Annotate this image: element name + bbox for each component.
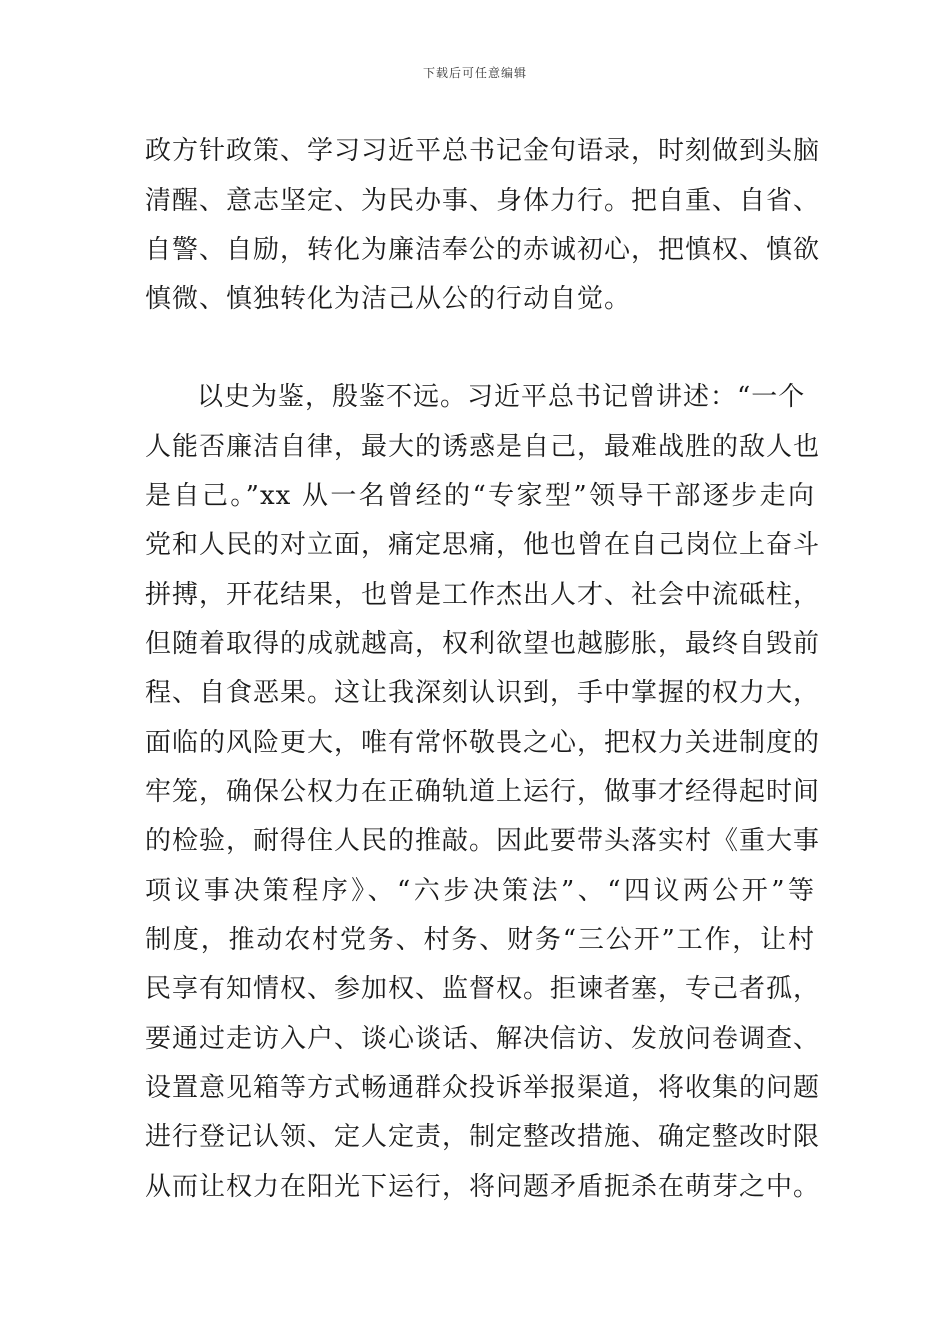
text-line: 程、自食恶果。这让我深刻认识到，手中掌握的权力大， [145,678,821,708]
text-line: 从而让权力在阳光下运行，将问题矛盾扼杀在萌芽之中。 [145,1172,821,1202]
text-line: 但随着取得的成就越高，权利欲望也越膨胀，最终自毁前 [145,629,821,659]
text-line: 进行登记认领、定人定责，制定整改措施、确定整改时限 [145,1122,821,1152]
text-line: 要通过走访入户、谈心谈话、解决信访、发放问卷调查、 [145,1024,821,1054]
text-line: 面临的风险更大，唯有常怀敬畏之心，把权力关进制度的 [145,728,821,758]
text-line: 慎微、慎独转化为洁己从公的行动自觉。 [145,284,632,314]
text-line: 政方针政策、学习习近平总书记金句语录，时刻做到头脑 [145,136,821,166]
text-line: 以史为鉴，殷鉴不远。习近平总书记曾讲述：“一个 [197,382,806,412]
text-line: 的检验，耐得住人民的推敲。因此要带头落实村《重大事 [145,826,821,856]
text-line: 清醒、意志坚定、为民办事、身体力行。把自重、自省、 [145,186,821,216]
text-line: 党和人民的对立面，痛定思痛，他也曾在自己岗位上奋斗 [145,530,821,560]
text-line: 自警、自励，转化为廉洁奉公的赤诚初心，把慎权、慎欲 [145,235,821,265]
page-header: 下载后可任意编辑 [422,66,527,80]
text-line: 制度，推动农村党务、村务、财务“三公开”工作，让村 [145,925,815,955]
text-line: 设置意见箱等方式畅通群众投诉举报渠道，将收集的问题 [145,1073,821,1103]
text-line: 是自己。”xx 从一名曾经的“专家型”领导干部逐步走向 [145,481,815,511]
text-line: 拼搏，开花结果，也曾是工作杰出人才、社会中流砥柱， [145,580,821,610]
text-line: 项议事决策程序》、“六步决策法”、“四议两公开”等 [145,876,815,906]
text-line: 牢笼，确保公权力在正确轨道上运行，做事才经得起时间 [145,777,821,807]
text-line: 民享有知情权、参加权、监督权。拒谏者塞，专己者孤， [145,974,821,1004]
text-line: 人能否廉洁自律，最大的诱惑是自己，最难战胜的敌人也 [145,432,821,462]
